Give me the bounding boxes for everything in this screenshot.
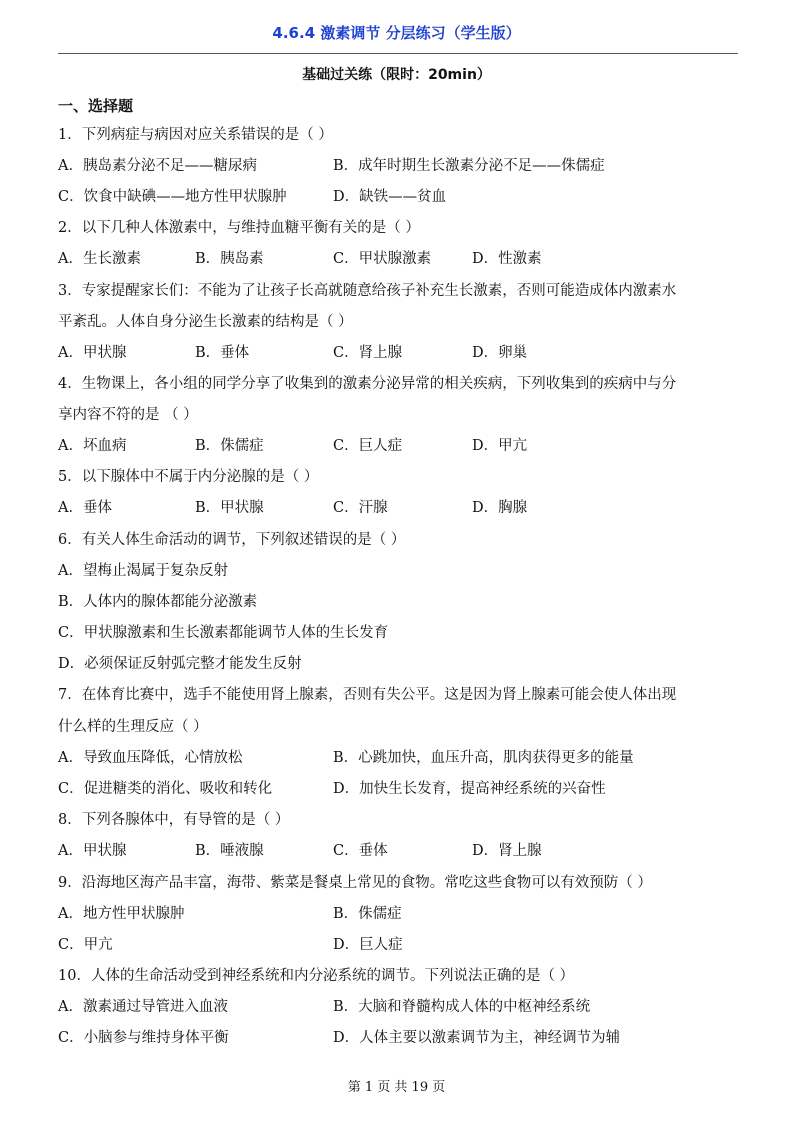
question-2-option-a: A．生长激素 — [58, 251, 141, 267]
question-9-option-d: D．巨人症 — [333, 937, 403, 953]
document-title: 4.6.4 激素调节 分层练习（学生版） — [272, 24, 521, 42]
question-1-option-b: B．成年时期生长激素分泌不足——侏儒症 — [333, 158, 605, 174]
question-5-stem: 5．以下腺体中不属于内分泌腺的是（ ） — [58, 469, 319, 485]
question-9-option-b: B．侏儒症 — [333, 906, 402, 922]
question-10-stem: 10．人体的生命活动受到神经系统和内分泌系统的调节。下列说法正确的是（ ） — [58, 968, 575, 984]
question-8-option-d: D．肾上腺 — [472, 843, 542, 859]
question-5-option-d: D．胸腺 — [472, 500, 528, 516]
question-2-stem: 2．以下几种人体激素中，与维持血糖平衡有关的是（ ） — [58, 220, 420, 236]
question-4-option-c: C．巨人症 — [333, 438, 403, 454]
question-4-option-a: A．坏血病 — [58, 438, 127, 454]
question-4-option-b: B．侏儒症 — [195, 438, 264, 454]
question-1-option-c: C．饮食中缺碘——地方性甲状腺肿 — [58, 189, 287, 205]
question-8-option-c: C．垂体 — [333, 843, 388, 859]
question-2-option-b: B．胰岛素 — [195, 251, 264, 267]
question-3-option-c: C．肾上腺 — [333, 345, 403, 361]
question-9-option-c: C．甲亢 — [58, 937, 113, 953]
page-footer: 第 1 页 共 19 页 — [347, 1080, 446, 1095]
question-7-stem-line-2: 什么样的生理反应（ ） — [58, 719, 208, 735]
question-4-stem-line-1: 4．生物课上，各小组的同学分享了收集到的激素分泌异常的相关疾病，下列收集到的疾病中与分 — [58, 376, 677, 392]
question-8-option-a: A．甲状腺 — [58, 843, 127, 859]
question-6-stem: 6．有关人体生命活动的调节，下列叙述错误的是（ ） — [58, 532, 406, 548]
question-3-stem-line-1: 3．专家提醒家长们：不能为了让孩子长高就随意给孩子补充生长激素，否则可能造成体内激素水 — [58, 283, 677, 299]
section-title: 一、选择题 — [58, 97, 134, 115]
question-2-option-c: C．甲状腺激素 — [333, 251, 432, 267]
question-7-option-a: A．导致血压降低，心情放松 — [58, 750, 243, 766]
question-10-option-b: B．大脑和脊髓构成人体的中枢神经系统 — [333, 999, 591, 1015]
question-8-option-b: B．唾液腺 — [195, 843, 264, 859]
question-7-option-d: D．加快生长发育，提高神经系统的兴奋性 — [333, 781, 606, 797]
question-8-stem: 8．下列各腺体中，有导管的是（ ） — [58, 812, 290, 828]
question-1-option-d: D．缺铁——贫血 — [333, 189, 447, 205]
question-5-option-a: A．垂体 — [58, 500, 112, 516]
question-7-option-b: B．心跳加快，血压升高，肌肉获得更多的能量 — [333, 750, 634, 766]
question-6-option-c: C．甲状腺激素和生长激素都能调节人体的生长发育 — [58, 625, 389, 641]
question-10-option-a: A．激素通过导管进入血液 — [58, 999, 228, 1015]
question-5-option-c: C．汗腺 — [333, 500, 388, 516]
question-10-option-c: C．小脑参与维持身体平衡 — [58, 1030, 229, 1046]
question-6-option-a: A．望梅止渴属于复杂反射 — [58, 563, 228, 579]
question-2-option-d: D．性激素 — [472, 251, 542, 267]
question-3-option-a: A．甲状腺 — [58, 345, 127, 361]
question-7-stem-line-1: 7．在体育比赛中，选手不能使用肾上腺素，否则有失公平。这是因为肾上腺素可能会使人体出现 — [58, 687, 677, 703]
question-6-option-d: D．必须保证反射弧完整才能发生反射 — [58, 656, 302, 672]
section-subtitle: 基础过关练（限时：20min） — [302, 67, 491, 83]
question-9-stem: 9．沿海地区海产品丰富，海带、紫菜是餐桌上常见的食物。常吃这些食物可以有效预防（ ） — [58, 875, 652, 891]
question-3-option-d: D．卵巢 — [472, 345, 528, 361]
question-9-option-a: A．地方性甲状腺肿 — [58, 906, 185, 922]
question-3-option-b: B．垂体 — [195, 345, 250, 361]
question-5-option-b: B．甲状腺 — [195, 500, 264, 516]
question-1-stem: 1．下列病症与病因对应关系错误的是（ ） — [58, 127, 333, 143]
question-7-option-c: C．促进糖类的消化、吸收和转化 — [58, 781, 273, 797]
question-4-stem-line-2: 享内容不符的是 （ ） — [58, 407, 198, 423]
question-1-option-a: A．胰岛素分泌不足——糖尿病 — [58, 158, 257, 174]
question-10-option-d: D．人体主要以激素调节为主，神经调节为辅 — [333, 1030, 621, 1046]
question-3-stem-line-2: 平紊乱。人体自身分泌生长激素的结构是（ ） — [58, 314, 353, 330]
header-divider — [58, 53, 738, 54]
question-4-option-d: D．甲亢 — [472, 438, 528, 454]
question-6-option-b: B．人体内的腺体都能分泌激素 — [58, 594, 258, 610]
